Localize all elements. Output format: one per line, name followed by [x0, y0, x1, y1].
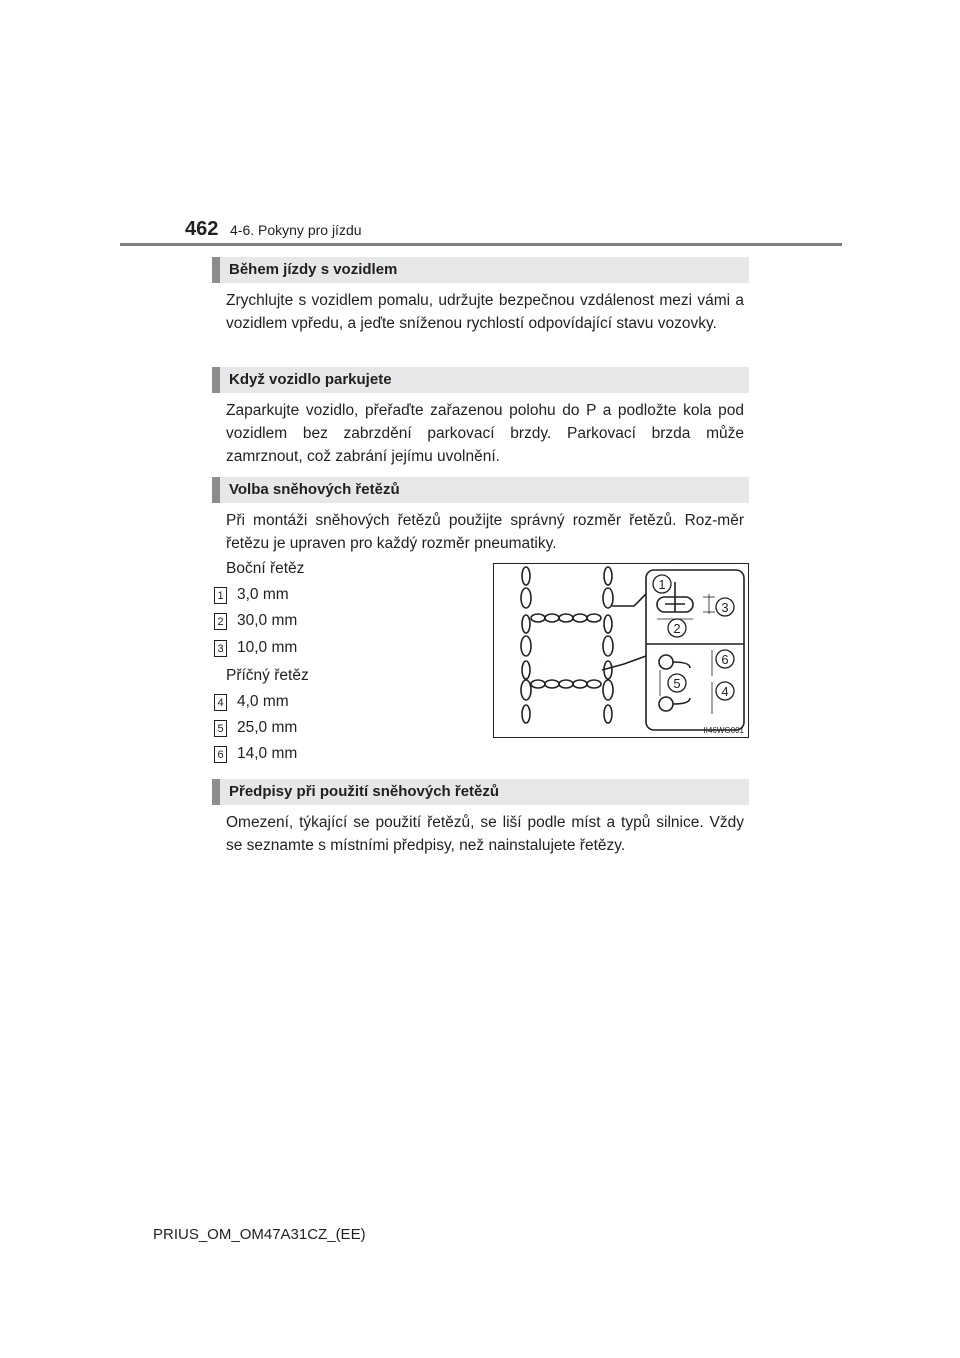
spec-value: 4,0 mm [237, 693, 289, 710]
spec-value: 30,0 mm [237, 612, 298, 629]
cross-chain-label: Příčný řetěz [226, 667, 309, 684]
section-heading-text: Během jízdy s vozidlem [229, 261, 398, 278]
spec-number-badge: 4 [214, 694, 227, 711]
spec-item [214, 612, 297, 630]
callout-1: 1 [658, 577, 666, 592]
chapter-title: 4-6. Pokyny pro jízdu [230, 222, 362, 238]
spec-item [214, 719, 297, 737]
snow-chain-illustration [493, 563, 749, 738]
spec-number-badge: 3 [214, 640, 227, 657]
callout-3: 3 [721, 600, 729, 615]
section-text-chain-selection: Při montáži sněhových řetězů použijte správný rozměr řetězů. Roz-měr řetězu je upraven pro každý rozměr pneumatiky. [226, 512, 744, 552]
section-text-regulations: Omezení, týkající se použití řetězů, se liší podle míst a typů silnice. Vždy se seznamte s místními předpisy, než nainstalujete řetězy. [226, 814, 744, 854]
section-heading-regulations [212, 779, 749, 805]
spec-number-badge: 6 [214, 746, 227, 763]
section-text-parking: Zaparkujte vozidlo, přeřaďte zařazenou polohu do P a podložte kola pod vozidlem bez zabrzdění parkovací brzdy. Parkovací brzda může zamrznout, což zabrání jejímu uvolnění. [226, 402, 744, 465]
side-chain-label: Boční řetěz [226, 560, 305, 577]
spec-number-badge: 1 [214, 587, 227, 604]
section-heading-driving [212, 257, 749, 283]
spec-item [214, 693, 289, 711]
section-heading-text: Když vozidlo parkujete [229, 371, 392, 388]
callout-5: 5 [673, 676, 681, 691]
section-heading-chain-selection [212, 477, 749, 503]
spec-number-badge: 2 [214, 613, 227, 630]
spec-value: 14,0 mm [237, 745, 298, 762]
figure-code: II46WG001 [703, 726, 744, 735]
spec-value: 25,0 mm [237, 719, 298, 736]
header-rule [120, 243, 842, 246]
spec-item [214, 745, 297, 763]
callout-6: 6 [721, 652, 729, 667]
section-heading-text: Předpisy při použití sněhových řetězů [229, 783, 500, 800]
callout-4: 4 [721, 684, 729, 699]
callout-2: 2 [673, 621, 681, 636]
footer-doc-id: PRIUS_OM_OM47A31CZ_(EE) [153, 1226, 366, 1243]
section-heading-text: Volba sněhových řetězů [229, 481, 400, 498]
section-text-driving: Zrychlujte s vozidlem pomalu, udržujte bezpečnou vzdálenost mezi vámi a vozidlem vpředu, a jeďte sníženou rychlostí odpovídající stavu vozovky. [226, 292, 744, 332]
spec-value: 3,0 mm [237, 586, 289, 603]
spec-value: 10,0 mm [237, 639, 298, 656]
spec-item [214, 639, 297, 657]
chain-drawing [494, 564, 748, 737]
spec-number-badge: 5 [214, 720, 227, 737]
page-number: 462 [185, 218, 219, 240]
section-heading-parking [212, 367, 749, 393]
spec-item [214, 586, 289, 604]
